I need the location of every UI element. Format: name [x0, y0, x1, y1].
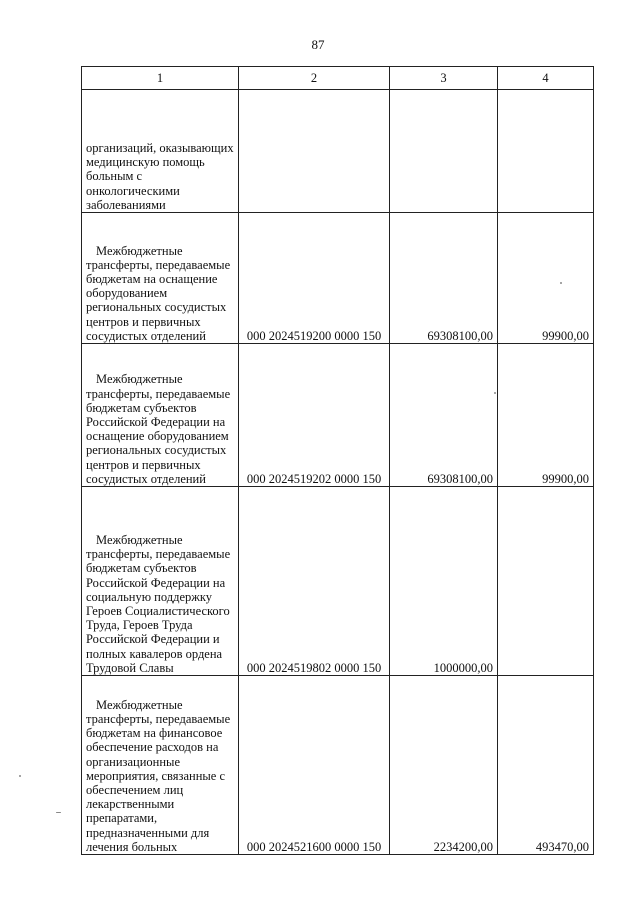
table-row	[82, 344, 594, 487]
row-amount-2: 99900,00	[498, 213, 594, 344]
row-amount-2	[498, 90, 594, 213]
table-row	[82, 90, 594, 213]
row-name: организаций, оказывающих медицинскую помощь больным с онкологическими заболеваниями	[82, 90, 239, 213]
table-row	[82, 676, 594, 855]
column-header-2: 2	[239, 67, 390, 90]
scan-speck	[494, 392, 496, 394]
row-name: Межбюджетные трансферты, передаваемые бюджетам субъектов Российской Федерации на оснащение оборудованием региональных сосудистых центров и первичных сосудистых отделений	[82, 344, 239, 487]
column-header-3: 3	[390, 67, 498, 90]
table-header-row	[82, 67, 594, 90]
row-amount-2	[498, 487, 594, 676]
row-name: Межбюджетные трансферты, передаваемые бюджетам субъектов Российской Федерации на социальную поддержку Героев Социалистического Труда, Героев Труда Российской Федерации и полных кавалеров ордена Трудовой Славы	[82, 487, 239, 676]
row-name: Межбюджетные трансферты, передаваемые бюджетам на оснащение оборудованием региональных сосудистых центров и первичных сосудистых отделений	[82, 213, 239, 344]
row-code	[239, 90, 390, 213]
column-header-4: 4	[498, 67, 594, 90]
row-code: 000 2024519802 0000 150	[239, 487, 390, 676]
row-amount-1: 69308100,00	[390, 213, 498, 344]
row-amount-2: 99900,00	[498, 344, 594, 487]
row-code: 000 2024519200 0000 150	[239, 213, 390, 344]
budget-table	[81, 66, 594, 855]
row-code: 000 2024519202 0000 150	[239, 344, 390, 487]
scan-speck	[56, 812, 61, 813]
row-name: Межбюджетные трансферты, передаваемые бюджетам на финансовое обеспечение расходов на организационные мероприятия, связанные с обеспечением лиц лекарственными препаратами, предназначенными для лечения больных	[82, 676, 239, 855]
row-code: 000 2024521600 0000 150	[239, 676, 390, 855]
column-header-1: 1	[82, 67, 239, 90]
table-row	[82, 213, 594, 344]
row-amount-1: 1000000,00	[390, 487, 498, 676]
scan-speck	[560, 282, 562, 284]
table-row	[82, 487, 594, 676]
row-amount-1: 2234200,00	[390, 676, 498, 855]
row-amount-2: 493470,00	[498, 676, 594, 855]
row-amount-1	[390, 90, 498, 213]
scan-speck	[19, 775, 21, 777]
row-amount-1: 69308100,00	[390, 344, 498, 487]
page-number: 87	[311, 37, 325, 52]
